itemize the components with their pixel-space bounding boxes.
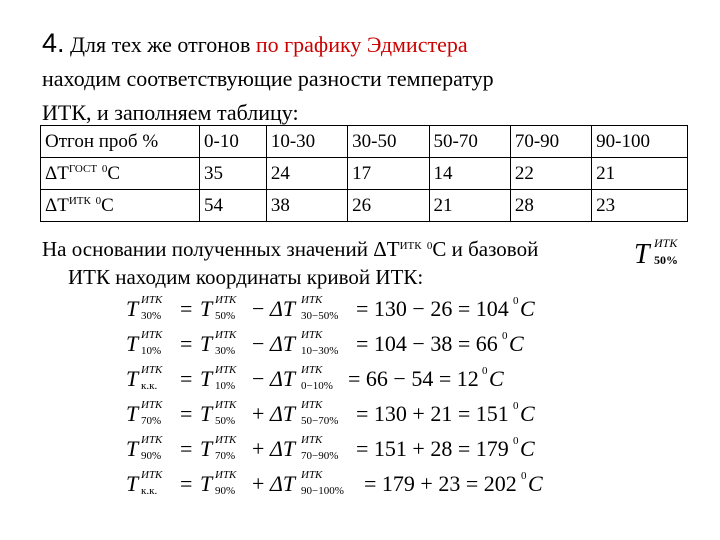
svg-text:ΔT: ΔT [270,331,296,356]
table-cell: 23 [592,190,688,222]
svg-text:ΔT: ΔT [270,471,296,496]
table-cell: 22 [510,158,591,190]
svg-text:70%: 70% [215,450,236,462]
svg-text:ИТК: ИТК [215,469,237,481]
svg-text:70%: 70% [141,415,162,427]
svg-text:50%: 50% [215,415,236,427]
paragraph [42,232,538,291]
svg-text:ИТК: ИТК [301,329,323,341]
svg-text:T: T [200,366,213,391]
svg-text:ИТК: ИТК [215,294,237,306]
svg-text:= 104 − 38 = 66: = 104 − 38 = 66 [356,331,498,356]
svg-text:T: T [126,331,139,356]
svg-text:T: T [126,436,139,461]
paragraph-text-2: и базовой [451,237,539,261]
svg-text:ИТК: ИТК [215,364,237,376]
svg-text:T: T [126,296,139,321]
degree-mark: 0 [426,240,433,252]
svg-text:30%: 30% [215,345,236,357]
svg-text:T: T [200,471,213,496]
formula-row [124,430,584,464]
table-cell: 14 [429,158,510,190]
table-cell: 21 [592,158,688,190]
svg-text:=: = [180,331,193,356]
step-number: 4. [42,28,65,58]
svg-text:0: 0 [513,435,519,447]
table-header-cell: 90-100 [592,126,688,158]
svg-text:ИТК: ИТК [301,364,323,376]
svg-text:0: 0 [521,470,527,482]
base-t-letter: T [634,239,650,270]
svg-text:C: C [520,296,535,321]
formula-list [124,290,584,500]
svg-text:ИТК: ИТК [141,399,163,411]
table-header-cell: 30-50 [348,126,429,158]
svg-text:30%: 30% [141,310,162,322]
table-header-row [41,126,688,158]
svg-text:ΔT: ΔT [270,436,296,461]
table-cell: 26 [348,190,429,222]
svg-text:−: − [252,331,265,356]
svg-text:10−30%: 10−30% [301,345,339,357]
table-header-cell: 0-10 [200,126,267,158]
svg-text:90−100%: 90−100% [301,485,344,497]
svg-text:90%: 90% [141,450,162,462]
svg-text:T: T [126,471,139,496]
row-label-gost: $\Delta T^{ГОСТ}$ $^0$C [41,158,200,190]
svg-text:50%: 50% [215,310,236,322]
svg-text:90%: 90% [215,485,236,497]
base-itk-symbol [632,236,702,270]
svg-text:C: C [489,366,504,391]
svg-text:= 179 + 23 = 202: = 179 + 23 = 202 [364,471,517,496]
svg-text:ИТК: ИТК [301,399,323,411]
svg-text:+: + [252,436,265,461]
table-cell: 35 [200,158,267,190]
heading-line-1 [42,26,494,62]
svg-text:C: C [509,331,524,356]
svg-text:ИТК: ИТК [301,294,323,306]
svg-text:T: T [126,366,139,391]
heading [42,26,494,130]
heading-line-2: находим соответствующие разности температур [42,66,494,91]
svg-text:ΔT: ΔT [270,401,296,426]
svg-text:70−90%: 70−90% [301,450,339,462]
svg-text:=: = [180,296,193,321]
svg-text:0: 0 [513,400,519,412]
table-cell: 38 [266,190,347,222]
svg-text:ИТК: ИТК [301,469,323,481]
svg-text:= 66 − 54 = 12: = 66 − 54 = 12 [348,366,479,391]
svg-text:=: = [180,471,193,496]
temperature-table [40,125,688,222]
table-cell: 54 [200,190,267,222]
paragraph-line-2: ИТК находим координаты кривой ИТК: [68,265,424,289]
svg-text:=: = [180,366,193,391]
svg-text:0: 0 [482,365,488,377]
svg-text:к.к.: к.к. [141,485,158,497]
table-header-cell: 50-70 [429,126,510,158]
paragraph-text: На основании полученных значений [42,237,369,261]
svg-text:T: T [126,401,139,426]
svg-text:= 151 + 28 = 179: = 151 + 28 = 179 [356,436,509,461]
svg-text:T: T [200,331,213,356]
base-superscript: ИТК [654,236,678,250]
svg-text:C: C [520,436,535,461]
svg-text:ИТК: ИТК [215,399,237,411]
base-subscript: 50% [654,253,678,267]
svg-text:0−10%: 0−10% [301,380,333,392]
svg-text:T: T [200,436,213,461]
formula-row [124,395,584,429]
svg-text:=: = [180,436,193,461]
table-cell: 28 [510,190,591,222]
heading-line-3: ИТК, и заполняем таблицу: [42,100,299,125]
svg-text:0: 0 [502,330,508,342]
svg-text:к.к.: к.к. [141,380,158,392]
heading-text: Для тех же отгонов [70,32,251,57]
svg-text:30−50%: 30−50% [301,310,339,322]
svg-text:ИТК: ИТК [141,434,163,446]
svg-text:ИТК: ИТК [141,294,163,306]
table-header-label: Отгон проб % [41,126,200,158]
svg-text:T: T [200,296,213,321]
delta-superscript: ИТК [399,240,422,252]
table-header-cell: 10-30 [266,126,347,158]
table-row [41,158,688,190]
delta-symbol: ΔT [373,237,400,261]
svg-text:10%: 10% [141,345,162,357]
formula-row [124,290,584,324]
svg-text:ИТК: ИТК [215,329,237,341]
table-cell: 24 [266,158,347,190]
svg-text:−: − [252,366,265,391]
svg-text:ИТК: ИТК [141,329,163,341]
svg-text:C: C [520,401,535,426]
formula-row [124,360,584,394]
heading-accent-text: по графику Эдмистера [255,32,468,57]
svg-text:0: 0 [513,295,519,307]
formula-row [124,325,584,359]
svg-text:ИТК: ИТК [141,469,163,481]
svg-text:ИТК: ИТК [141,364,163,376]
row-label-itk: $\Delta T^{ИТК}$ $^0$C [41,190,200,222]
svg-text:50−70%: 50−70% [301,415,339,427]
svg-text:−: − [252,296,265,321]
svg-text:T: T [200,401,213,426]
table-row [41,190,688,222]
unit: C [432,237,447,261]
svg-text:+: + [252,471,265,496]
svg-text:=: = [180,401,193,426]
svg-text:C: C [528,471,543,496]
svg-text:+: + [252,401,265,426]
svg-text:ИТК: ИТК [301,434,323,446]
formula-row [124,465,584,499]
svg-text:= 130 − 26 = 104: = 130 − 26 = 104 [356,296,509,321]
svg-text:ИТК: ИТК [215,434,237,446]
svg-text:= 130 + 21 = 151: = 130 + 21 = 151 [356,401,509,426]
table-cell: 21 [429,190,510,222]
svg-text:ΔT: ΔT [270,366,296,391]
svg-text:10%: 10% [215,380,236,392]
svg-text:ΔT: ΔT [270,296,296,321]
table-cell: 17 [348,158,429,190]
table-header-cell: 70-90 [510,126,591,158]
